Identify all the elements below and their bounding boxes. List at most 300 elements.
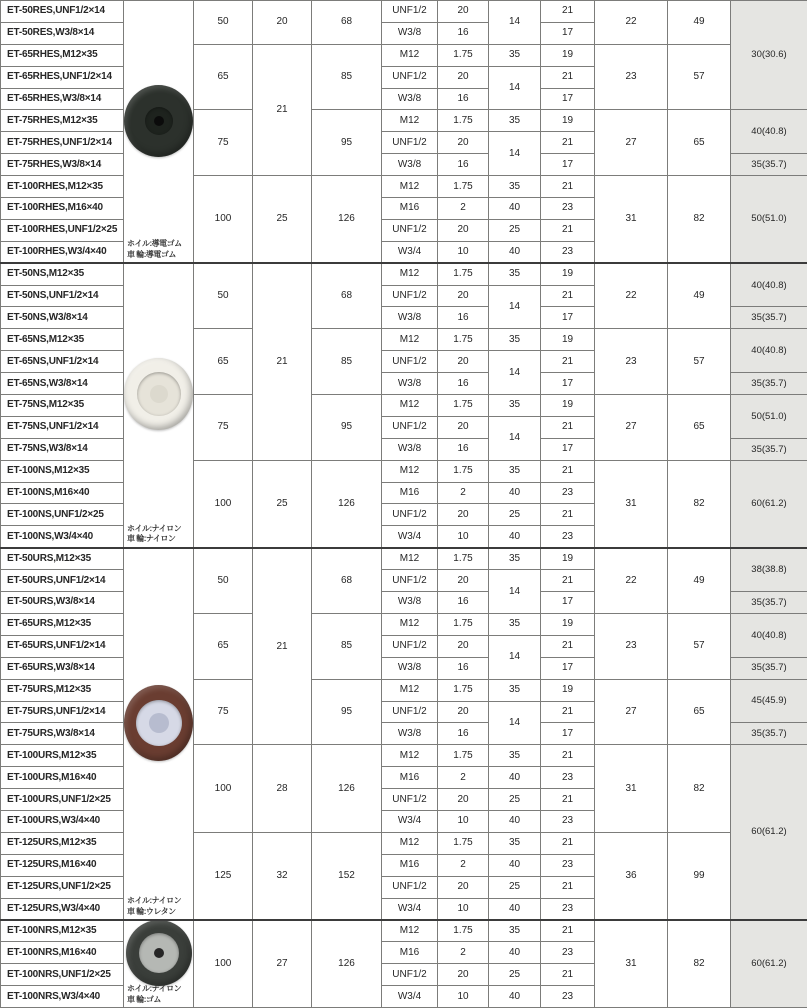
model-cell: ET-100RHES,M12×35	[1, 176, 124, 198]
model-cell: ET-75RHES,W3/8×14	[1, 154, 124, 176]
model-cell: ET-100URS,W3/4×40	[1, 810, 124, 832]
spec-cell: 85	[312, 44, 382, 110]
table-row	[1, 613, 807, 635]
wheel-image-wrap	[124, 549, 193, 897]
spec-cell: 40	[489, 198, 541, 220]
spec-cell: W3/8	[382, 22, 438, 44]
spec-cell: W3/8	[382, 438, 438, 460]
spec-cell: 1.75	[438, 110, 489, 132]
spec-cell: 20	[438, 132, 489, 154]
spec-cell: 68	[312, 548, 382, 614]
product-section	[1, 263, 807, 548]
model-cell: ET-100NS,W3/4×40	[1, 526, 124, 548]
spec-cell: 23	[541, 482, 595, 504]
spec-cell: 20	[438, 504, 489, 526]
wheel-axle-hole	[149, 713, 169, 733]
spec-cell: 10	[438, 986, 489, 1008]
model-cell: ET-100URS,UNF1/2×25	[1, 789, 124, 811]
spec-cell: 16	[438, 307, 489, 329]
spec-cell: 1.75	[438, 679, 489, 701]
spec-cell: 32	[253, 832, 312, 920]
spec-cell: 25	[489, 876, 541, 898]
spec-cell: 14	[489, 351, 541, 395]
load-cell: 35(35.7)	[731, 154, 807, 176]
spec-cell: 126	[312, 920, 382, 1008]
spec-cell: M12	[382, 832, 438, 854]
model-cell: ET-65RHES,UNF1/2×14	[1, 66, 124, 88]
spec-cell: W3/8	[382, 88, 438, 110]
spec-cell: 23	[595, 44, 668, 110]
model-cell: ET-75NS,UNF1/2×14	[1, 416, 124, 438]
spec-cell: 35	[489, 920, 541, 942]
spec-cell: 27	[595, 679, 668, 745]
spec-cell: 16	[438, 438, 489, 460]
wheel-image-wrap	[124, 921, 193, 985]
spec-cell: 21	[541, 351, 595, 373]
spec-cell: 23	[541, 526, 595, 548]
load-cell: 45(45.9)	[731, 679, 807, 723]
conductive-rubber-wheel-image	[124, 85, 193, 157]
spec-cell: 20	[438, 701, 489, 723]
spec-cell: 20	[438, 285, 489, 307]
spec-cell: 17	[541, 657, 595, 679]
wheel-axle-hole	[154, 948, 164, 958]
model-cell: ET-65RHES,W3/8×14	[1, 88, 124, 110]
spec-cell: W3/8	[382, 307, 438, 329]
spec-cell: 21	[541, 876, 595, 898]
spec-cell: M12	[382, 548, 438, 570]
spec-cell: 40	[489, 942, 541, 964]
model-cell: ET-75URS,W3/8×14	[1, 723, 124, 745]
model-cell: ET-100NRS,M12×35	[1, 920, 124, 942]
table-row	[1, 263, 807, 285]
table-row	[1, 460, 807, 482]
spec-cell: 68	[312, 263, 382, 329]
spec-cell: 25	[489, 964, 541, 986]
wheel-caption-line: 車 輪:ゴム	[127, 994, 161, 1004]
spec-cell: 1.75	[438, 613, 489, 635]
model-cell: ET-65NS,UNF1/2×14	[1, 351, 124, 373]
model-cell: ET-75URS,M12×35	[1, 679, 124, 701]
model-cell: ET-65URS,M12×35	[1, 613, 124, 635]
spec-cell: M16	[382, 767, 438, 789]
spec-cell: 17	[541, 154, 595, 176]
spec-cell: M12	[382, 44, 438, 66]
spec-cell: M12	[382, 329, 438, 351]
wheel-hub	[136, 700, 182, 746]
model-cell: ET-75NS,W3/8×14	[1, 438, 124, 460]
section-image-cell	[124, 920, 194, 1008]
spec-cell: 16	[438, 154, 489, 176]
model-cell: ET-100RHES,M16×40	[1, 198, 124, 220]
spec-cell: 85	[312, 329, 382, 395]
spec-cell: W3/4	[382, 986, 438, 1008]
wheel-image-wrap	[124, 1, 193, 240]
wheel-hub	[145, 107, 173, 135]
load-cell: 35(35.7)	[731, 723, 807, 745]
load-cell: 60(61.2)	[731, 920, 807, 1008]
model-cell: ET-50URS,UNF1/2×14	[1, 570, 124, 592]
load-cell: 30(30.6)	[731, 1, 807, 110]
spec-cell: 35	[489, 679, 541, 701]
spec-cell: 17	[541, 88, 595, 110]
model-cell: ET-100URS,M12×35	[1, 745, 124, 767]
model-cell: ET-125URS,M12×35	[1, 832, 124, 854]
spec-cell: 40	[489, 767, 541, 789]
model-cell: ET-75NS,M12×35	[1, 395, 124, 417]
spec-cell: 19	[541, 548, 595, 570]
spec-cell: UNF1/2	[382, 285, 438, 307]
spec-cell: 35	[489, 745, 541, 767]
spec-cell: 2	[438, 854, 489, 876]
load-cell: 35(35.7)	[731, 592, 807, 614]
spec-cell: 40	[489, 526, 541, 548]
model-cell: ET-100NRS,W3/4×40	[1, 986, 124, 1008]
spec-cell: 35	[489, 44, 541, 66]
load-cell: 35(35.7)	[731, 438, 807, 460]
spec-cell: 23	[595, 329, 668, 395]
spec-cell: 40	[489, 241, 541, 263]
load-cell: 35(35.7)	[731, 657, 807, 679]
spec-cell: W3/4	[382, 810, 438, 832]
spec-cell: 23	[541, 241, 595, 263]
spec-cell: 75	[194, 110, 253, 176]
spec-cell: UNF1/2	[382, 132, 438, 154]
spec-cell: 19	[541, 613, 595, 635]
model-cell: ET-65RHES,M12×35	[1, 44, 124, 66]
spec-cell: UNF1/2	[382, 416, 438, 438]
spec-cell: 40	[489, 898, 541, 920]
spec-cell: 85	[312, 613, 382, 679]
spec-cell: 50	[194, 263, 253, 329]
spec-cell: 75	[194, 395, 253, 461]
wheel-caption-line: 車 輪:ナイロン	[127, 534, 176, 544]
spec-cell: 31	[595, 745, 668, 833]
spec-cell: 25	[253, 176, 312, 264]
spec-cell: M12	[382, 613, 438, 635]
spec-cell: 25	[489, 504, 541, 526]
spec-cell: UNF1/2	[382, 504, 438, 526]
spec-cell: 1.75	[438, 832, 489, 854]
spec-cell: 20	[438, 219, 489, 241]
table-row	[1, 395, 807, 417]
model-cell: ET-65NS,M12×35	[1, 329, 124, 351]
wheel-caption	[127, 896, 181, 917]
spec-cell: 21	[541, 66, 595, 88]
table-row	[1, 329, 807, 351]
spec-cell: 21	[253, 263, 312, 460]
wheel-hub	[139, 933, 179, 973]
spec-cell: 1.75	[438, 920, 489, 942]
model-cell: ET-75RHES,M12×35	[1, 110, 124, 132]
spec-cell: 99	[668, 832, 731, 920]
spec-cell: 20	[438, 964, 489, 986]
spec-cell: 19	[541, 263, 595, 285]
spec-cell: 82	[668, 176, 731, 264]
spec-cell: 21	[541, 832, 595, 854]
spec-cell: 17	[541, 22, 595, 44]
spec-cell: 20	[438, 66, 489, 88]
product-section	[1, 548, 807, 920]
spec-cell: 23	[541, 898, 595, 920]
spec-cell: 19	[541, 395, 595, 417]
model-cell: ET-100NRS,UNF1/2×25	[1, 964, 124, 986]
spec-cell: 49	[668, 548, 731, 614]
load-cell: 38(38.8)	[731, 548, 807, 592]
spec-cell: 82	[668, 460, 731, 548]
model-cell: ET-50URS,W3/8×14	[1, 592, 124, 614]
spec-cell: 17	[541, 592, 595, 614]
spec-cell: 35	[489, 263, 541, 285]
spec-cell: 35	[489, 395, 541, 417]
spec-cell: 2	[438, 767, 489, 789]
spec-cell: M12	[382, 176, 438, 198]
spec-cell: 17	[541, 438, 595, 460]
wheel-caption-line: 車 輪:ウレタン	[127, 906, 176, 916]
spec-cell: 1.75	[438, 395, 489, 417]
spec-cell: 126	[312, 176, 382, 264]
spec-cell: M12	[382, 460, 438, 482]
load-cell: 40(40.8)	[731, 613, 807, 657]
spec-cell: W3/4	[382, 241, 438, 263]
spec-cell: 10	[438, 241, 489, 263]
spec-cell: 126	[312, 460, 382, 548]
spec-cell: 25	[253, 460, 312, 548]
spec-cell: 2	[438, 942, 489, 964]
table-row	[1, 176, 807, 198]
spec-cell: 21	[541, 416, 595, 438]
wheel-hub	[137, 372, 181, 416]
spec-cell: 95	[312, 110, 382, 176]
spec-cell: 49	[668, 263, 731, 329]
model-cell: ET-100RHES,W3/4×40	[1, 241, 124, 263]
spec-cell: 40	[489, 482, 541, 504]
table-row	[1, 745, 807, 767]
spec-cell: 20	[438, 635, 489, 657]
load-cell: 50(51.0)	[731, 395, 807, 439]
urethane-wheel-image	[124, 685, 193, 761]
section-image-cell	[124, 548, 194, 920]
load-cell: 35(35.7)	[731, 307, 807, 329]
spec-cell: 100	[194, 176, 253, 264]
spec-cell: 35	[489, 176, 541, 198]
spec-cell: 21	[541, 964, 595, 986]
spec-cell: 25	[489, 789, 541, 811]
spec-cell: 21	[541, 285, 595, 307]
table-row	[1, 44, 807, 66]
model-cell: ET-125URS,W3/4×40	[1, 898, 124, 920]
spec-cell: 22	[595, 548, 668, 614]
spec-cell: 17	[541, 373, 595, 395]
model-cell: ET-50URS,M12×35	[1, 548, 124, 570]
spec-cell: UNF1/2	[382, 66, 438, 88]
wheel-caption	[127, 984, 181, 1005]
model-cell: ET-100RHES,UNF1/2×25	[1, 219, 124, 241]
spec-cell: 19	[541, 329, 595, 351]
load-cell: 35(35.7)	[731, 373, 807, 395]
spec-cell: 82	[668, 745, 731, 833]
spec-cell: UNF1/2	[382, 876, 438, 898]
product-section	[1, 920, 807, 1008]
spec-cell: 65	[194, 613, 253, 679]
spec-cell: 17	[541, 307, 595, 329]
spec-cell: 23	[541, 942, 595, 964]
spec-cell: 50	[194, 1, 253, 45]
spec-cell: 65	[668, 679, 731, 745]
table-row	[1, 920, 807, 942]
spec-cell: 23	[541, 198, 595, 220]
spec-cell: 40	[489, 854, 541, 876]
table-row	[1, 832, 807, 854]
spec-cell: 1.75	[438, 745, 489, 767]
model-cell: ET-65URS,W3/8×14	[1, 657, 124, 679]
spec-cell: M12	[382, 920, 438, 942]
spec-cell: UNF1/2	[382, 351, 438, 373]
spec-cell: 35	[489, 329, 541, 351]
spec-cell: 21	[253, 548, 312, 745]
load-cell: 50(51.0)	[731, 176, 807, 264]
model-cell: ET-50NS,M12×35	[1, 263, 124, 285]
spec-cell: 21	[541, 789, 595, 811]
spec-cell: UNF1/2	[382, 701, 438, 723]
load-cell: 40(40.8)	[731, 263, 807, 307]
wheel-caption-line: ホイル:導電ゴム	[127, 239, 182, 249]
spec-cell: 23	[541, 767, 595, 789]
spec-cell: M12	[382, 745, 438, 767]
wheel-axle-hole	[154, 116, 164, 126]
spec-cell: W3/4	[382, 526, 438, 548]
spec-cell: UNF1/2	[382, 635, 438, 657]
spec-cell: 21	[541, 460, 595, 482]
spec-cell: 21	[541, 701, 595, 723]
spec-cell: 10	[438, 898, 489, 920]
spec-cell: 49	[668, 1, 731, 45]
model-cell: ET-75URS,UNF1/2×14	[1, 701, 124, 723]
model-cell: ET-125URS,M16×40	[1, 854, 124, 876]
spec-cell: 14	[489, 570, 541, 614]
spec-cell: 21	[541, 745, 595, 767]
spec-cell: M16	[382, 198, 438, 220]
spec-cell: 16	[438, 22, 489, 44]
spec-cell: 31	[595, 920, 668, 1008]
spec-cell: 16	[438, 373, 489, 395]
model-cell: ET-125URS,UNF1/2×25	[1, 876, 124, 898]
model-cell: ET-50NS,W3/8×14	[1, 307, 124, 329]
wheel-caption	[127, 239, 182, 260]
spec-cell: 95	[312, 395, 382, 461]
spec-cell: 20	[438, 1, 489, 23]
wheel-caption-line: 車 輪:導電ゴム	[127, 249, 176, 259]
table-row	[1, 110, 807, 132]
spec-cell: 65	[194, 44, 253, 110]
table-row	[1, 548, 807, 570]
spec-cell: W3/8	[382, 373, 438, 395]
spec-cell: 40	[489, 986, 541, 1008]
spec-cell: M16	[382, 482, 438, 504]
spec-cell: 57	[668, 44, 731, 110]
spec-cell: 100	[194, 745, 253, 833]
spec-cell: 14	[489, 416, 541, 460]
spec-cell: 14	[489, 701, 541, 745]
spec-cell: 100	[194, 920, 253, 1008]
spec-cell: 27	[253, 920, 312, 1008]
spec-cell: 2	[438, 198, 489, 220]
spec-cell: 14	[489, 66, 541, 110]
spec-cell: M12	[382, 263, 438, 285]
spec-cell: 28	[253, 745, 312, 833]
spec-cell: 20	[253, 1, 312, 45]
spec-cell: 82	[668, 920, 731, 1008]
model-cell: ET-65NS,W3/8×14	[1, 373, 124, 395]
model-cell: ET-50RES,UNF1/2×14	[1, 1, 124, 23]
spec-cell: 57	[668, 329, 731, 395]
spec-cell: 35	[489, 832, 541, 854]
spec-cell: W3/8	[382, 723, 438, 745]
spec-cell: 27	[595, 395, 668, 461]
spec-cell: 20	[438, 351, 489, 373]
product-section	[1, 1, 807, 264]
load-cell: 60(61.2)	[731, 745, 807, 920]
wheel-axle-hole	[150, 385, 168, 403]
spec-cell: 21	[541, 176, 595, 198]
spec-cell: 68	[312, 1, 382, 45]
spec-cell: W3/8	[382, 592, 438, 614]
load-cell: 60(61.2)	[731, 460, 807, 548]
spec-cell: M12	[382, 679, 438, 701]
spec-cell: M12	[382, 110, 438, 132]
spec-cell: 23	[595, 613, 668, 679]
spec-cell: 65	[194, 329, 253, 395]
spec-cell: 14	[489, 1, 541, 45]
spec-cell: 21	[541, 504, 595, 526]
model-cell: ET-100NS,M12×35	[1, 460, 124, 482]
spec-cell: 2	[438, 482, 489, 504]
wheel-image-wrap	[124, 264, 193, 525]
spec-cell: 23	[541, 986, 595, 1008]
spec-cell: 40	[489, 810, 541, 832]
spec-cell: M12	[382, 395, 438, 417]
spec-cell: 65	[668, 395, 731, 461]
table-row	[1, 679, 807, 701]
spec-cell: UNF1/2	[382, 964, 438, 986]
spec-cell: 21	[541, 219, 595, 241]
load-cell: 40(40.8)	[731, 110, 807, 154]
spec-cell: 35	[489, 110, 541, 132]
model-cell: ET-100NS,M16×40	[1, 482, 124, 504]
spec-cell: 65	[668, 110, 731, 176]
spec-cell: 17	[541, 723, 595, 745]
spec-cell: 19	[541, 44, 595, 66]
model-cell: ET-75RHES,UNF1/2×14	[1, 132, 124, 154]
spec-cell: 14	[489, 132, 541, 176]
spec-cell: 25	[489, 219, 541, 241]
load-cell: 40(40.8)	[731, 329, 807, 373]
spec-cell: 21	[541, 1, 595, 23]
wheel-caption	[127, 524, 181, 545]
spec-cell: 1.75	[438, 460, 489, 482]
spec-cell: 19	[541, 110, 595, 132]
wheel-caption-line: ホイル:ナイロン	[127, 896, 182, 906]
spec-cell: 31	[595, 460, 668, 548]
spec-cell: 14	[489, 285, 541, 329]
spec-cell: 1.75	[438, 176, 489, 198]
spec-cell: UNF1/2	[382, 789, 438, 811]
spec-cell: 14	[489, 635, 541, 679]
spec-cell: 35	[489, 548, 541, 570]
spec-cell: 21	[541, 635, 595, 657]
spec-cell: 19	[541, 679, 595, 701]
spec-cell: 21	[541, 570, 595, 592]
